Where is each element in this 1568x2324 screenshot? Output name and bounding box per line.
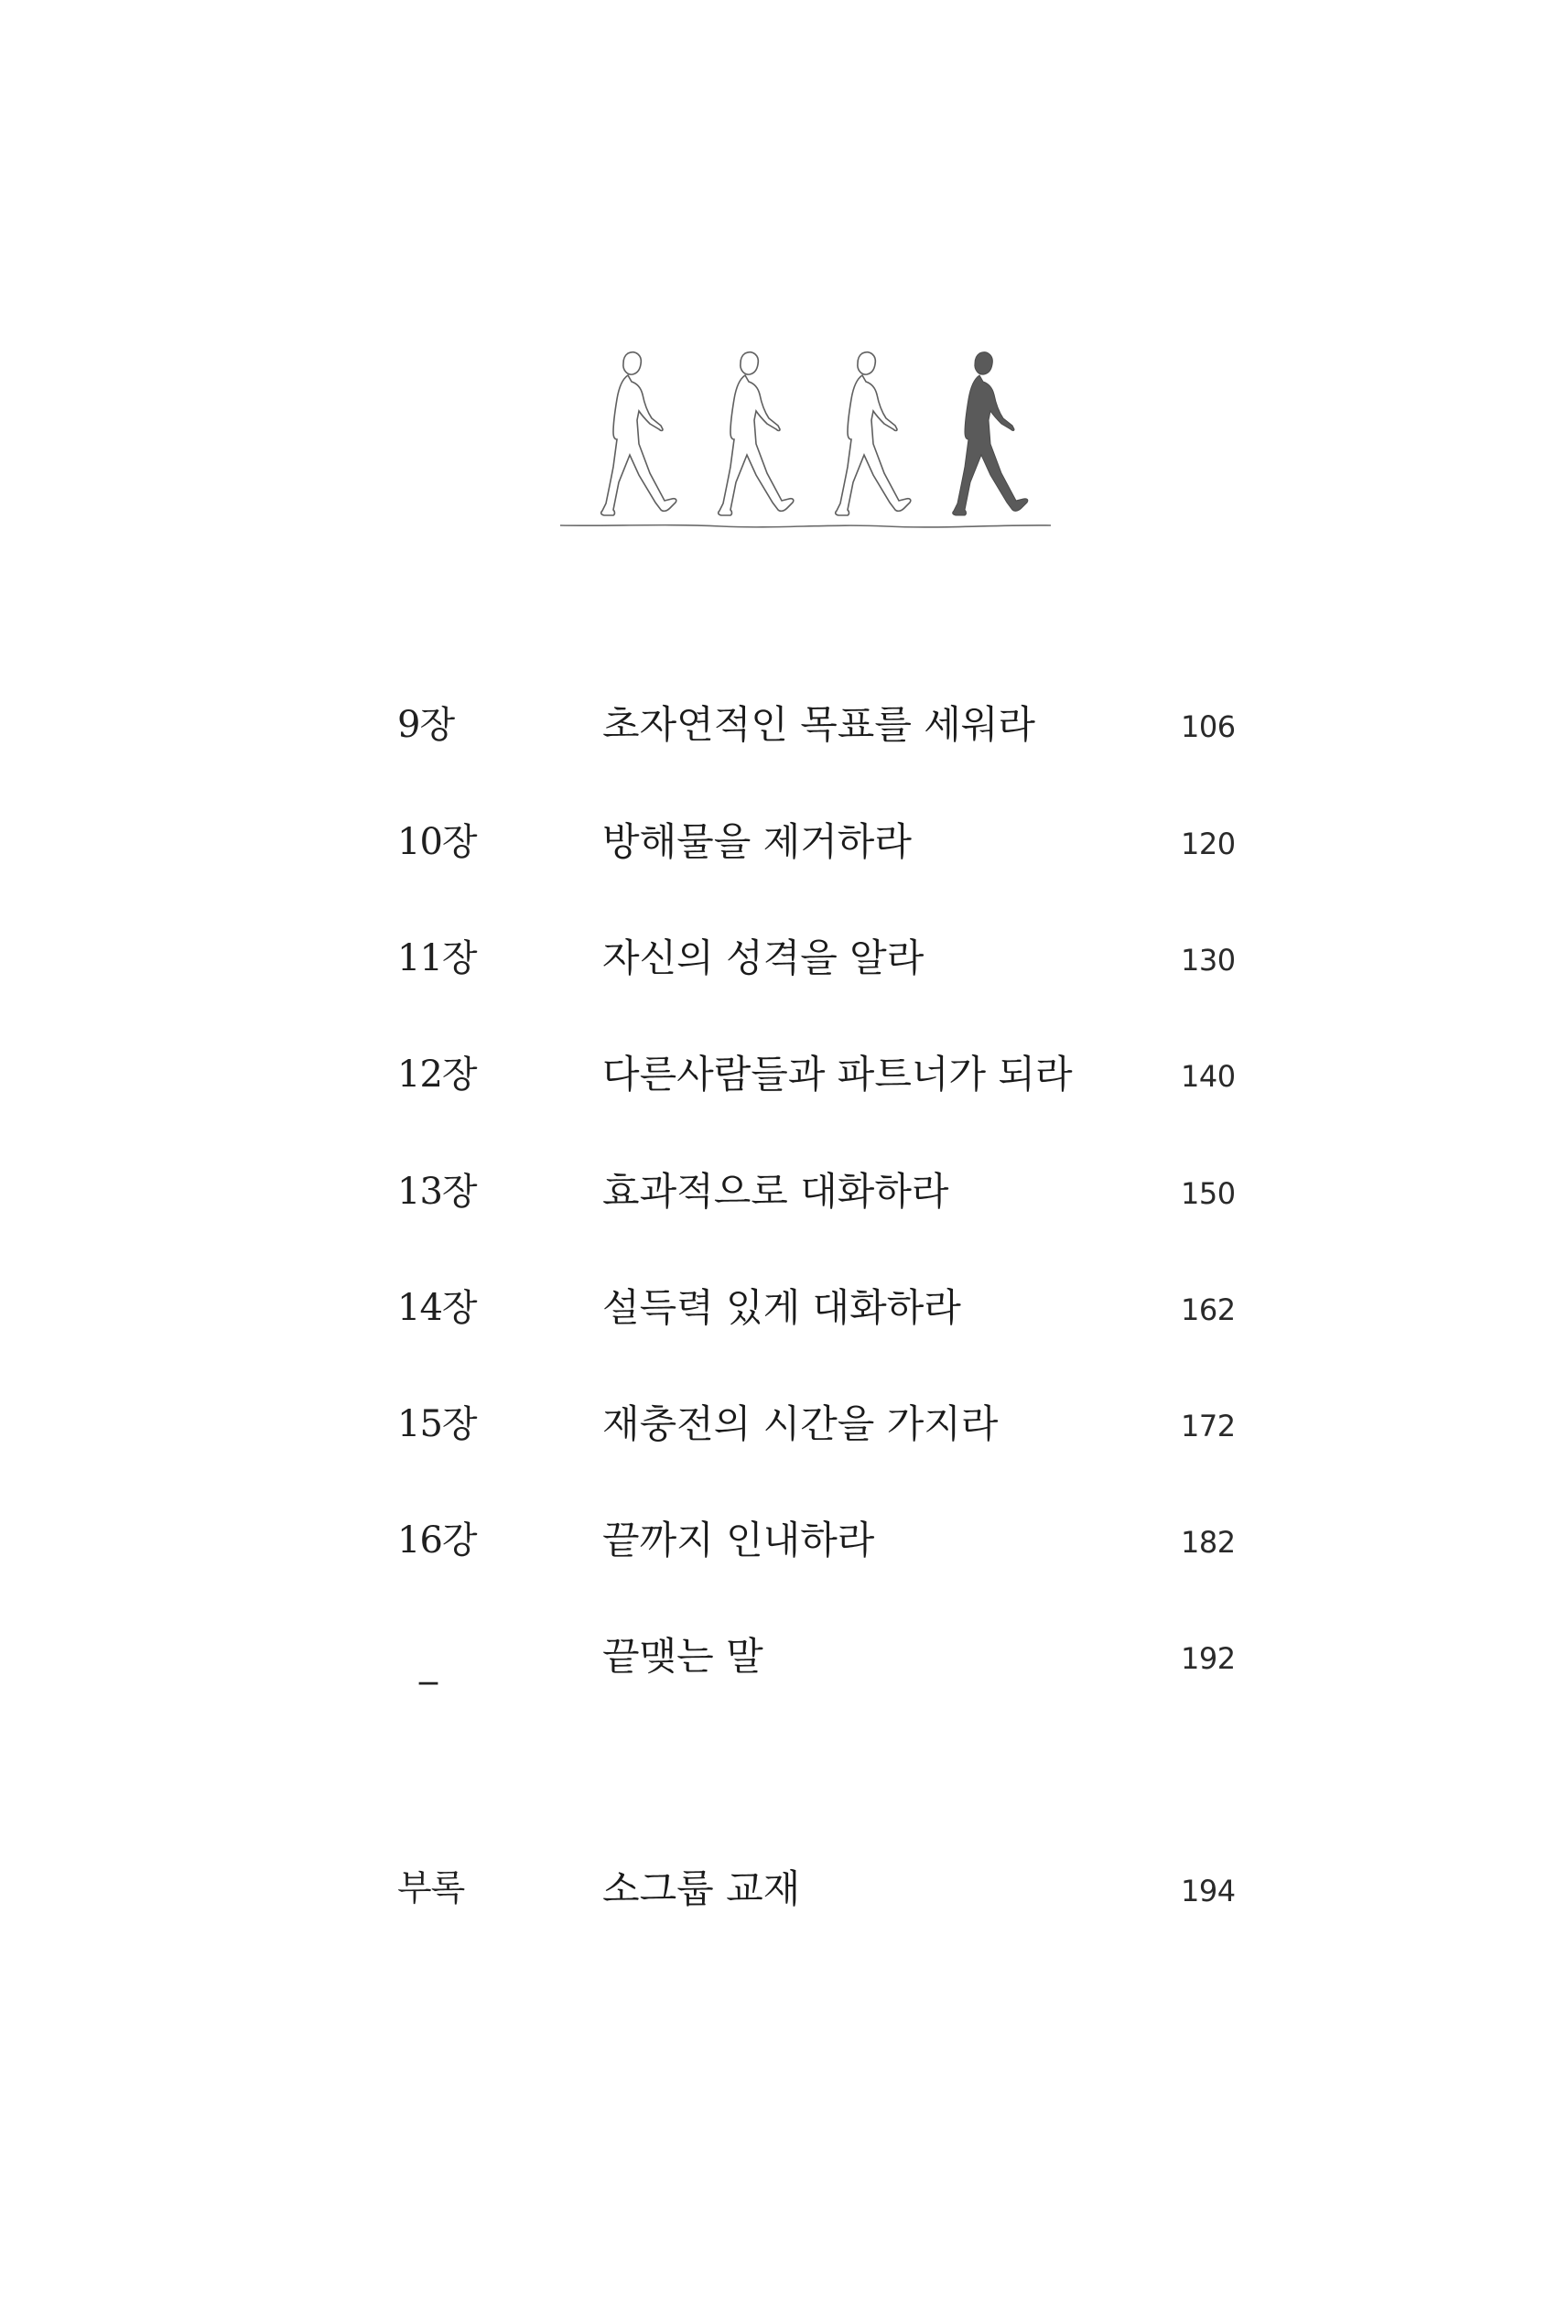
page-number: 194 xyxy=(1181,1874,1236,1908)
chapter-number: 13장 xyxy=(397,1171,477,1213)
appendix-label: 부록 xyxy=(397,1868,465,1909)
toc-entry xyxy=(0,805,1568,879)
page-number: 182 xyxy=(1181,1525,1236,1560)
page-number: 140 xyxy=(1181,1059,1236,1094)
chapter-title: 끝까지 인내하라 xyxy=(602,1518,875,1562)
chapter-title: 효과적으로 대화하라 xyxy=(602,1169,949,1214)
toc-entry xyxy=(0,688,1568,762)
chapter-title: 다른사람들과 파트너가 되라 xyxy=(602,1052,1073,1097)
chapter-number: 15장 xyxy=(397,1403,477,1445)
chapter-number: 12장 xyxy=(397,1054,477,1096)
chapter-number: 16강 xyxy=(397,1519,477,1562)
toc-entry xyxy=(0,1271,1568,1345)
toc-entry xyxy=(0,1853,1568,1926)
page-number: 130 xyxy=(1181,943,1236,978)
page-number: 192 xyxy=(1181,1641,1236,1676)
toc-entry xyxy=(0,1155,1568,1228)
toc-entry xyxy=(0,1504,1568,1577)
page-number: 162 xyxy=(1181,1292,1236,1327)
page-number: 120 xyxy=(1181,827,1236,861)
toc-entry xyxy=(0,922,1568,995)
chapter-title: 재충전의 시간을 가지라 xyxy=(602,1401,999,1446)
chapter-title: 초자연적인 목표를 세워라 xyxy=(602,702,1035,747)
page-number: 150 xyxy=(1181,1176,1236,1211)
chapter-title: 소그룹 교재 xyxy=(602,1866,801,1911)
toc-entry xyxy=(0,1388,1568,1461)
chapter-number: 14장 xyxy=(397,1287,477,1329)
chapter-number: 11장 xyxy=(397,937,477,979)
chapter-number: 9장 xyxy=(397,704,455,746)
chapter-title: 방해물을 제거하라 xyxy=(602,819,912,864)
toc-entry xyxy=(0,1620,1568,1693)
page-number: 106 xyxy=(1181,709,1236,744)
chapter-number: 10장 xyxy=(397,821,477,863)
chapter-title: 끝맺는 말 xyxy=(602,1634,763,1679)
chapter-dash: _ xyxy=(419,1643,438,1685)
page-number: 172 xyxy=(1181,1409,1236,1443)
chapter-title: 설득력 있게 대화하라 xyxy=(602,1285,961,1330)
chapter-title: 자신의 성격을 알라 xyxy=(602,935,925,980)
toc-entry xyxy=(0,1038,1568,1111)
